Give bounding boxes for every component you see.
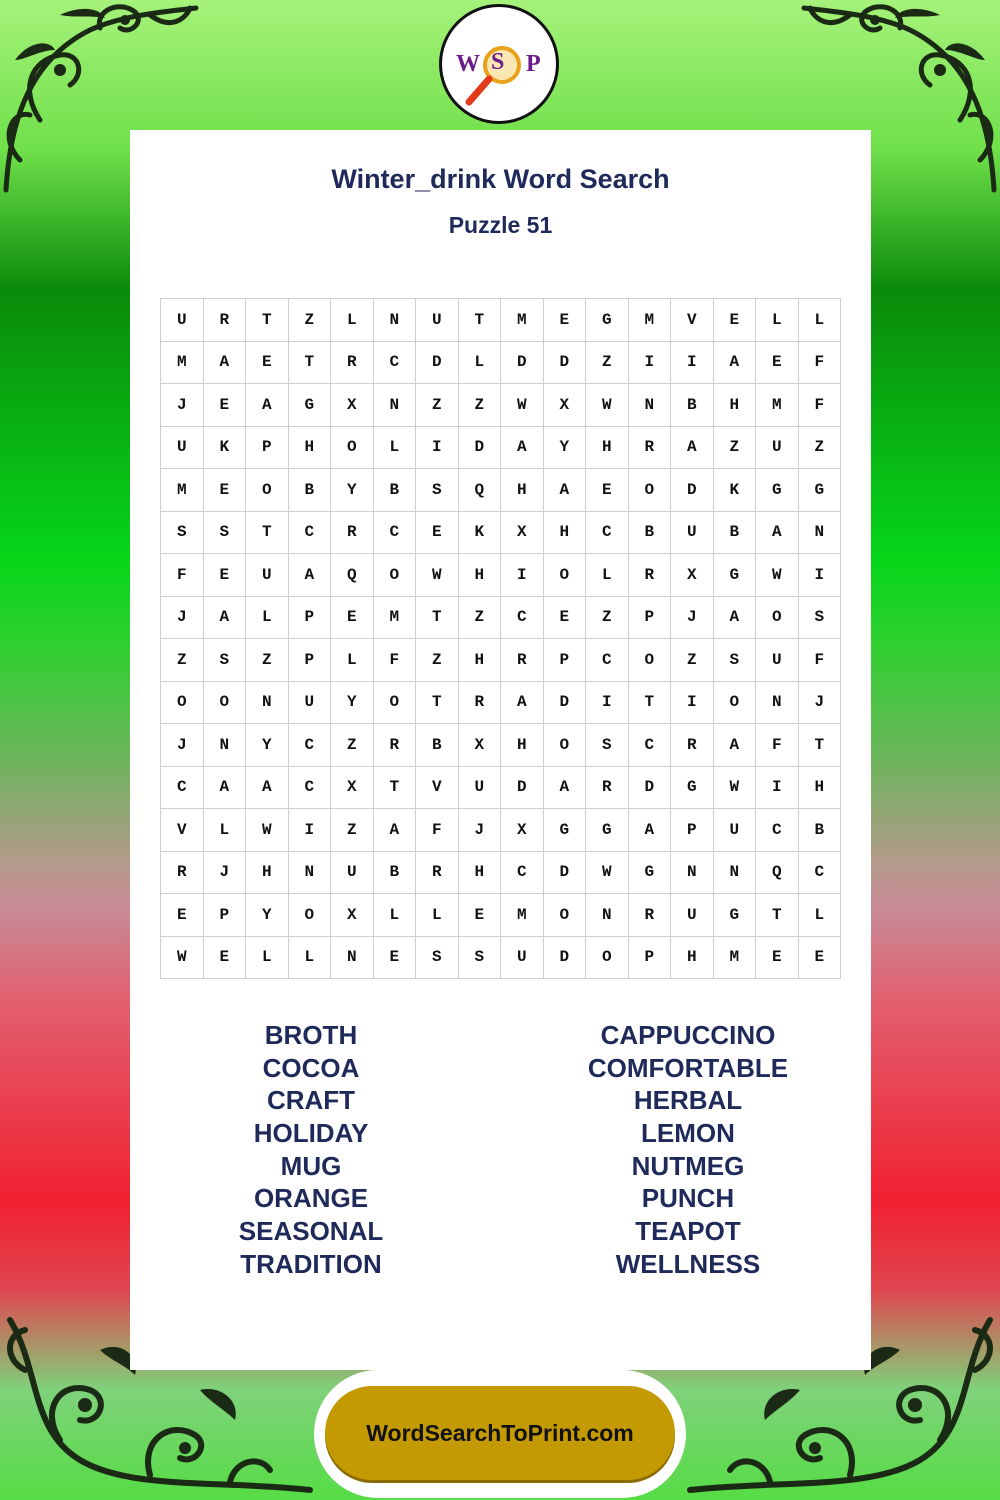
grid-cell[interactable]: Z bbox=[799, 427, 842, 470]
grid-cell[interactable]: X bbox=[501, 512, 544, 555]
grid-cell[interactable]: U bbox=[161, 299, 204, 342]
grid-cell[interactable]: A bbox=[501, 682, 544, 725]
grid-cell[interactable]: L bbox=[331, 639, 374, 682]
grid-cell[interactable]: G bbox=[544, 809, 587, 852]
grid-cell[interactable]: K bbox=[459, 512, 502, 555]
grid-cell[interactable]: S bbox=[416, 937, 459, 980]
grid-cell[interactable]: U bbox=[756, 427, 799, 470]
grid-cell[interactable]: H bbox=[289, 427, 332, 470]
grid-cell[interactable]: N bbox=[586, 894, 629, 937]
grid-cell[interactable]: G bbox=[671, 767, 714, 810]
grid-cell[interactable]: H bbox=[501, 724, 544, 767]
grid-cell[interactable]: H bbox=[714, 384, 757, 427]
grid-cell[interactable]: P bbox=[544, 639, 587, 682]
grid-cell[interactable]: J bbox=[161, 597, 204, 640]
grid-cell[interactable]: V bbox=[161, 809, 204, 852]
grid-cell[interactable]: L bbox=[374, 427, 417, 470]
grid-cell[interactable]: O bbox=[161, 682, 204, 725]
grid-cell[interactable]: J bbox=[799, 682, 842, 725]
grid-cell[interactable]: D bbox=[416, 342, 459, 385]
grid-cell[interactable]: Z bbox=[331, 724, 374, 767]
grid-cell[interactable]: C bbox=[799, 852, 842, 895]
grid-cell[interactable]: D bbox=[544, 342, 587, 385]
grid-cell[interactable]: O bbox=[289, 894, 332, 937]
grid-cell[interactable]: E bbox=[204, 384, 247, 427]
word-item: HERBAL bbox=[633, 1085, 743, 1116]
grid-cell[interactable]: N bbox=[204, 724, 247, 767]
grid-cell[interactable]: E bbox=[161, 894, 204, 937]
grid-cell[interactable]: B bbox=[289, 469, 332, 512]
grid-cell[interactable]: E bbox=[246, 342, 289, 385]
grid-cell[interactable]: G bbox=[629, 852, 672, 895]
grid-cell[interactable]: P bbox=[629, 597, 672, 640]
grid-cell[interactable]: P bbox=[289, 597, 332, 640]
grid-cell[interactable]: O bbox=[714, 682, 757, 725]
grid-cell[interactable]: O bbox=[374, 682, 417, 725]
grid-cell[interactable]: L bbox=[416, 894, 459, 937]
grid-cell[interactable]: Q bbox=[459, 469, 502, 512]
grid-cell[interactable]: A bbox=[544, 469, 587, 512]
grid-cell[interactable]: P bbox=[204, 894, 247, 937]
grid-cell[interactable]: S bbox=[799, 597, 842, 640]
grid-cell[interactable]: O bbox=[544, 724, 587, 767]
grid-cell[interactable]: R bbox=[459, 682, 502, 725]
grid-cell[interactable]: A bbox=[289, 554, 332, 597]
grid-cell[interactable]: C bbox=[629, 724, 672, 767]
grid-cell[interactable]: I bbox=[501, 554, 544, 597]
grid-cell[interactable]: O bbox=[756, 597, 799, 640]
grid-cell[interactable]: V bbox=[416, 767, 459, 810]
grid-cell[interactable]: W bbox=[714, 767, 757, 810]
grid-cell[interactable]: E bbox=[586, 469, 629, 512]
grid-cell[interactable]: X bbox=[459, 724, 502, 767]
grid-cell[interactable]: L bbox=[374, 894, 417, 937]
grid-cell[interactable]: P bbox=[671, 809, 714, 852]
grid-cell[interactable]: W bbox=[501, 384, 544, 427]
grid-cell[interactable]: R bbox=[629, 554, 672, 597]
grid-cell[interactable]: I bbox=[756, 767, 799, 810]
grid-cell[interactable]: U bbox=[416, 299, 459, 342]
grid-cell[interactable]: B bbox=[714, 512, 757, 555]
grid-cell[interactable]: H bbox=[246, 852, 289, 895]
grid-cell[interactable]: U bbox=[714, 809, 757, 852]
grid-cell[interactable]: J bbox=[161, 384, 204, 427]
grid-cell[interactable]: B bbox=[374, 852, 417, 895]
grid-cell[interactable]: L bbox=[289, 937, 332, 980]
grid-cell[interactable]: I bbox=[416, 427, 459, 470]
grid-cell[interactable]: Z bbox=[671, 639, 714, 682]
grid-cell[interactable]: G bbox=[714, 554, 757, 597]
grid-cell[interactable]: U bbox=[671, 512, 714, 555]
grid-cell[interactable]: O bbox=[544, 894, 587, 937]
grid-cell[interactable]: N bbox=[629, 384, 672, 427]
grid-cell[interactable]: A bbox=[714, 342, 757, 385]
grid-cell[interactable]: X bbox=[331, 384, 374, 427]
grid-cell[interactable]: I bbox=[671, 682, 714, 725]
grid-cell[interactable]: G bbox=[586, 809, 629, 852]
grid-cell[interactable]: N bbox=[671, 852, 714, 895]
grid-cell[interactable]: U bbox=[459, 767, 502, 810]
word-item: PUNCH bbox=[641, 1183, 735, 1214]
grid-cell[interactable]: A bbox=[204, 342, 247, 385]
grid-cell[interactable]: M bbox=[714, 937, 757, 980]
grid-cell[interactable]: E bbox=[204, 469, 247, 512]
grid-cell[interactable]: H bbox=[586, 427, 629, 470]
logo-letter-p: P bbox=[526, 51, 541, 77]
grid-cell[interactable]: P bbox=[629, 937, 672, 980]
grid-cell[interactable]: R bbox=[331, 512, 374, 555]
grid-cell[interactable]: O bbox=[331, 427, 374, 470]
grid-cell[interactable]: C bbox=[289, 724, 332, 767]
grid-cell[interactable]: T bbox=[246, 299, 289, 342]
grid-cell[interactable]: X bbox=[671, 554, 714, 597]
grid-cell[interactable]: I bbox=[586, 682, 629, 725]
grid-cell[interactable]: I bbox=[671, 342, 714, 385]
grid-cell[interactable]: Q bbox=[331, 554, 374, 597]
grid-cell[interactable]: D bbox=[629, 767, 672, 810]
grid-cell[interactable]: C bbox=[374, 342, 417, 385]
grid-cell[interactable]: Z bbox=[331, 809, 374, 852]
grid-cell[interactable]: R bbox=[671, 724, 714, 767]
grid-cell[interactable]: M bbox=[501, 894, 544, 937]
grid-cell[interactable]: T bbox=[374, 767, 417, 810]
grid-cell[interactable]: F bbox=[799, 342, 842, 385]
logo-letter-s: S bbox=[491, 49, 505, 75]
grid-cell[interactable]: D bbox=[671, 469, 714, 512]
grid-cell[interactable]: O bbox=[204, 682, 247, 725]
grid-cell[interactable]: H bbox=[459, 852, 502, 895]
grid-cell[interactable]: U bbox=[161, 427, 204, 470]
grid-cell[interactable]: F bbox=[799, 639, 842, 682]
grid-cell[interactable]: B bbox=[629, 512, 672, 555]
grid-cell[interactable]: S bbox=[586, 724, 629, 767]
grid-cell[interactable]: N bbox=[756, 682, 799, 725]
word-list-left bbox=[161, 1019, 461, 1281]
grid-cell[interactable]: G bbox=[289, 384, 332, 427]
grid-cell[interactable]: T bbox=[799, 724, 842, 767]
grid-cell[interactable]: I bbox=[629, 342, 672, 385]
grid-cell[interactable]: N bbox=[331, 937, 374, 980]
grid-cell[interactable]: D bbox=[459, 427, 502, 470]
grid-cell[interactable]: F bbox=[416, 809, 459, 852]
grid-cell[interactable]: E bbox=[416, 512, 459, 555]
grid-cell[interactable]: S bbox=[416, 469, 459, 512]
grid-cell[interactable]: F bbox=[161, 554, 204, 597]
site-logo[interactable] bbox=[439, 4, 559, 124]
grid-cell[interactable]: A bbox=[501, 427, 544, 470]
grid-cell[interactable]: T bbox=[289, 342, 332, 385]
grid-cell[interactable]: C bbox=[289, 512, 332, 555]
grid-cell[interactable]: C bbox=[756, 809, 799, 852]
grid-cell[interactable]: J bbox=[671, 597, 714, 640]
grid-cell[interactable]: E bbox=[799, 937, 842, 980]
grid-cell[interactable]: N bbox=[246, 682, 289, 725]
grid-cell[interactable]: K bbox=[714, 469, 757, 512]
grid-cell[interactable]: E bbox=[756, 342, 799, 385]
grid-cell[interactable]: G bbox=[756, 469, 799, 512]
grid-cell[interactable]: Z bbox=[586, 342, 629, 385]
grid-cell[interactable]: B bbox=[416, 724, 459, 767]
grid-cell[interactable]: Z bbox=[416, 639, 459, 682]
grid-cell[interactable]: Y bbox=[246, 894, 289, 937]
grid-cell[interactable]: W bbox=[756, 554, 799, 597]
grid-cell[interactable]: E bbox=[544, 597, 587, 640]
grid-cell[interactable]: L bbox=[459, 342, 502, 385]
grid-cell[interactable]: S bbox=[459, 937, 502, 980]
grid-cell[interactable]: W bbox=[586, 852, 629, 895]
grid-cell[interactable]: C bbox=[586, 639, 629, 682]
grid-cell[interactable]: Z bbox=[416, 384, 459, 427]
grid-cell[interactable]: U bbox=[331, 852, 374, 895]
grid-cell[interactable]: F bbox=[756, 724, 799, 767]
grid-cell[interactable]: J bbox=[161, 724, 204, 767]
word-item: LEMON bbox=[641, 1118, 735, 1149]
word-item: TRADITION bbox=[240, 1248, 382, 1279]
puzzle-number: Puzzle 51 bbox=[448, 212, 553, 238]
grid-cell[interactable]: L bbox=[586, 554, 629, 597]
grid-cell[interactable]: I bbox=[289, 809, 332, 852]
word-item: CRAFT bbox=[266, 1085, 356, 1116]
grid-cell[interactable]: L bbox=[246, 597, 289, 640]
grid-cell[interactable]: X bbox=[544, 384, 587, 427]
word-item: CAPPUCCINO bbox=[600, 1020, 776, 1050]
grid-cell[interactable]: A bbox=[714, 597, 757, 640]
grid-cell[interactable]: L bbox=[204, 809, 247, 852]
grid-cell[interactable]: U bbox=[501, 937, 544, 980]
grid-cell[interactable]: C bbox=[501, 597, 544, 640]
grid-cell[interactable]: E bbox=[459, 894, 502, 937]
grid-cell[interactable]: C bbox=[289, 767, 332, 810]
word-item: COCOA bbox=[262, 1052, 360, 1083]
grid-cell[interactable]: M bbox=[374, 597, 417, 640]
word-item: TEAPOT bbox=[635, 1216, 741, 1247]
grid-cell[interactable]: P bbox=[289, 639, 332, 682]
grid-cell[interactable]: Z bbox=[714, 427, 757, 470]
grid-cell[interactable]: A bbox=[714, 724, 757, 767]
word-item: BROTH bbox=[264, 1020, 358, 1050]
grid-cell[interactable]: A bbox=[374, 809, 417, 852]
grid-cell[interactable]: S bbox=[161, 512, 204, 555]
grid-cell[interactable]: R bbox=[374, 724, 417, 767]
grid-cell[interactable]: F bbox=[799, 384, 842, 427]
grid-cell[interactable]: R bbox=[161, 852, 204, 895]
grid-cell[interactable]: U bbox=[246, 554, 289, 597]
grid-cell[interactable]: D bbox=[544, 937, 587, 980]
grid-cell[interactable]: R bbox=[204, 299, 247, 342]
grid-cell[interactable]: Y bbox=[246, 724, 289, 767]
grid-cell[interactable]: D bbox=[501, 342, 544, 385]
grid-cell[interactable]: G bbox=[714, 894, 757, 937]
grid-cell[interactable]: N bbox=[799, 512, 842, 555]
grid-cell[interactable]: E bbox=[204, 554, 247, 597]
grid-cell[interactable]: X bbox=[331, 894, 374, 937]
grid-cell[interactable]: H bbox=[501, 469, 544, 512]
grid-cell[interactable]: D bbox=[544, 682, 587, 725]
grid-cell[interactable]: E bbox=[374, 937, 417, 980]
grid-cell[interactable]: B bbox=[799, 809, 842, 852]
grid-cell[interactable]: N bbox=[289, 852, 332, 895]
word-item: HOLIDAY bbox=[253, 1118, 369, 1149]
grid-cell[interactable]: F bbox=[374, 639, 417, 682]
grid-cell[interactable]: R bbox=[629, 894, 672, 937]
word-item: WELLNESS bbox=[615, 1248, 761, 1279]
grid-cell[interactable]: L bbox=[756, 299, 799, 342]
grid-cell[interactable]: U bbox=[289, 682, 332, 725]
grid-cell[interactable]: Q bbox=[756, 852, 799, 895]
grid-cell[interactable]: E bbox=[544, 299, 587, 342]
grid-cell[interactable]: L bbox=[799, 894, 842, 937]
word-item: NUTMEG bbox=[631, 1150, 745, 1181]
grid-cell[interactable]: A bbox=[756, 512, 799, 555]
grid-cell[interactable]: O bbox=[374, 554, 417, 597]
grid-cell[interactable]: A bbox=[671, 427, 714, 470]
grid-cell[interactable]: A bbox=[246, 384, 289, 427]
grid-cell[interactable]: Z bbox=[246, 639, 289, 682]
grid-cell[interactable]: D bbox=[501, 767, 544, 810]
site-link-button[interactable]: WordSearchToPrint.com bbox=[325, 1386, 675, 1480]
grid-cell[interactable]: Z bbox=[161, 639, 204, 682]
grid-cell[interactable]: T bbox=[459, 299, 502, 342]
grid-cell[interactable]: S bbox=[204, 512, 247, 555]
word-item: COMFORTABLE bbox=[587, 1052, 789, 1083]
grid-cell[interactable]: J bbox=[459, 809, 502, 852]
grid-cell[interactable]: S bbox=[714, 639, 757, 682]
grid-cell[interactable]: U bbox=[671, 894, 714, 937]
grid-cell[interactable]: O bbox=[629, 469, 672, 512]
grid-cell[interactable]: W bbox=[416, 554, 459, 597]
grid-cell[interactable]: M bbox=[629, 299, 672, 342]
grid-cell[interactable]: P bbox=[246, 427, 289, 470]
grid-cell[interactable]: R bbox=[416, 852, 459, 895]
grid-cell[interactable]: E bbox=[204, 937, 247, 980]
grid-cell[interactable]: B bbox=[374, 469, 417, 512]
grid-cell[interactable]: O bbox=[544, 554, 587, 597]
grid-cell[interactable]: N bbox=[374, 384, 417, 427]
grid-cell[interactable]: N bbox=[714, 852, 757, 895]
grid-cell[interactable]: M bbox=[756, 384, 799, 427]
grid-cell[interactable]: W bbox=[161, 937, 204, 980]
grid-cell[interactable]: O bbox=[629, 639, 672, 682]
grid-cell[interactable]: Z bbox=[586, 597, 629, 640]
grid-cell[interactable]: A bbox=[204, 597, 247, 640]
grid-cell[interactable]: E bbox=[331, 597, 374, 640]
grid-cell[interactable]: R bbox=[331, 342, 374, 385]
grid-cell[interactable]: A bbox=[246, 767, 289, 810]
grid-cell[interactable]: H bbox=[544, 512, 587, 555]
grid-cell[interactable]: A bbox=[204, 767, 247, 810]
grid-cell[interactable]: L bbox=[246, 937, 289, 980]
word-item: MUG bbox=[280, 1150, 342, 1181]
grid-cell[interactable]: C bbox=[586, 512, 629, 555]
grid-cell[interactable]: J bbox=[204, 852, 247, 895]
grid-cell[interactable]: T bbox=[629, 682, 672, 725]
grid-cell[interactable]: H bbox=[459, 554, 502, 597]
logo-letter-w: W bbox=[456, 51, 480, 77]
grid-cell[interactable]: T bbox=[246, 512, 289, 555]
grid-cell[interactable]: T bbox=[416, 597, 459, 640]
grid-cell[interactable]: Z bbox=[459, 384, 502, 427]
grid-cell[interactable]: C bbox=[374, 512, 417, 555]
grid-cell[interactable]: C bbox=[501, 852, 544, 895]
grid-cell[interactable]: S bbox=[204, 639, 247, 682]
grid-cell[interactable]: K bbox=[204, 427, 247, 470]
grid-cell[interactable]: B bbox=[671, 384, 714, 427]
word-list-right bbox=[538, 1019, 838, 1281]
grid-cell[interactable]: C bbox=[161, 767, 204, 810]
grid-cell[interactable]: X bbox=[331, 767, 374, 810]
grid-cell[interactable]: R bbox=[501, 639, 544, 682]
grid-cell[interactable]: T bbox=[416, 682, 459, 725]
letter-grid bbox=[160, 298, 841, 979]
grid-cell[interactable]: O bbox=[586, 937, 629, 980]
grid-cell[interactable]: H bbox=[671, 937, 714, 980]
grid-cell[interactable]: Y bbox=[331, 682, 374, 725]
grid-cell[interactable]: E bbox=[756, 937, 799, 980]
grid-cell[interactable]: E bbox=[714, 299, 757, 342]
grid-cell[interactable]: A bbox=[544, 767, 587, 810]
grid-cell[interactable]: R bbox=[586, 767, 629, 810]
grid-cell[interactable]: I bbox=[799, 554, 842, 597]
grid-cell[interactable]: Z bbox=[459, 597, 502, 640]
grid-cell[interactable]: D bbox=[544, 852, 587, 895]
grid-cell[interactable]: Z bbox=[289, 299, 332, 342]
grid-cell[interactable]: L bbox=[799, 299, 842, 342]
grid-cell[interactable]: N bbox=[374, 299, 417, 342]
grid-cell[interactable]: M bbox=[501, 299, 544, 342]
word-item: ORANGE bbox=[253, 1183, 369, 1214]
grid-cell[interactable]: T bbox=[756, 894, 799, 937]
grid-cell[interactable]: X bbox=[501, 809, 544, 852]
grid-cell[interactable]: W bbox=[246, 809, 289, 852]
grid-cell[interactable]: G bbox=[586, 299, 629, 342]
grid-cell[interactable]: Y bbox=[331, 469, 374, 512]
grid-cell[interactable]: H bbox=[459, 639, 502, 682]
grid-cell[interactable]: M bbox=[161, 342, 204, 385]
page-title: Winter_drink Word Search bbox=[331, 164, 670, 194]
grid-cell[interactable]: L bbox=[331, 299, 374, 342]
puzzle-panel bbox=[130, 130, 871, 1370]
grid-cell[interactable]: A bbox=[629, 809, 672, 852]
grid-cell[interactable]: Y bbox=[544, 427, 587, 470]
grid-cell[interactable]: R bbox=[629, 427, 672, 470]
grid-cell[interactable]: G bbox=[799, 469, 842, 512]
grid-cell[interactable]: M bbox=[161, 469, 204, 512]
grid-cell[interactable]: H bbox=[799, 767, 842, 810]
word-item: SEASONAL bbox=[238, 1216, 384, 1247]
grid-cell[interactable]: V bbox=[671, 299, 714, 342]
grid-cell[interactable]: O bbox=[246, 469, 289, 512]
grid-cell[interactable]: W bbox=[586, 384, 629, 427]
grid-cell[interactable]: U bbox=[756, 639, 799, 682]
